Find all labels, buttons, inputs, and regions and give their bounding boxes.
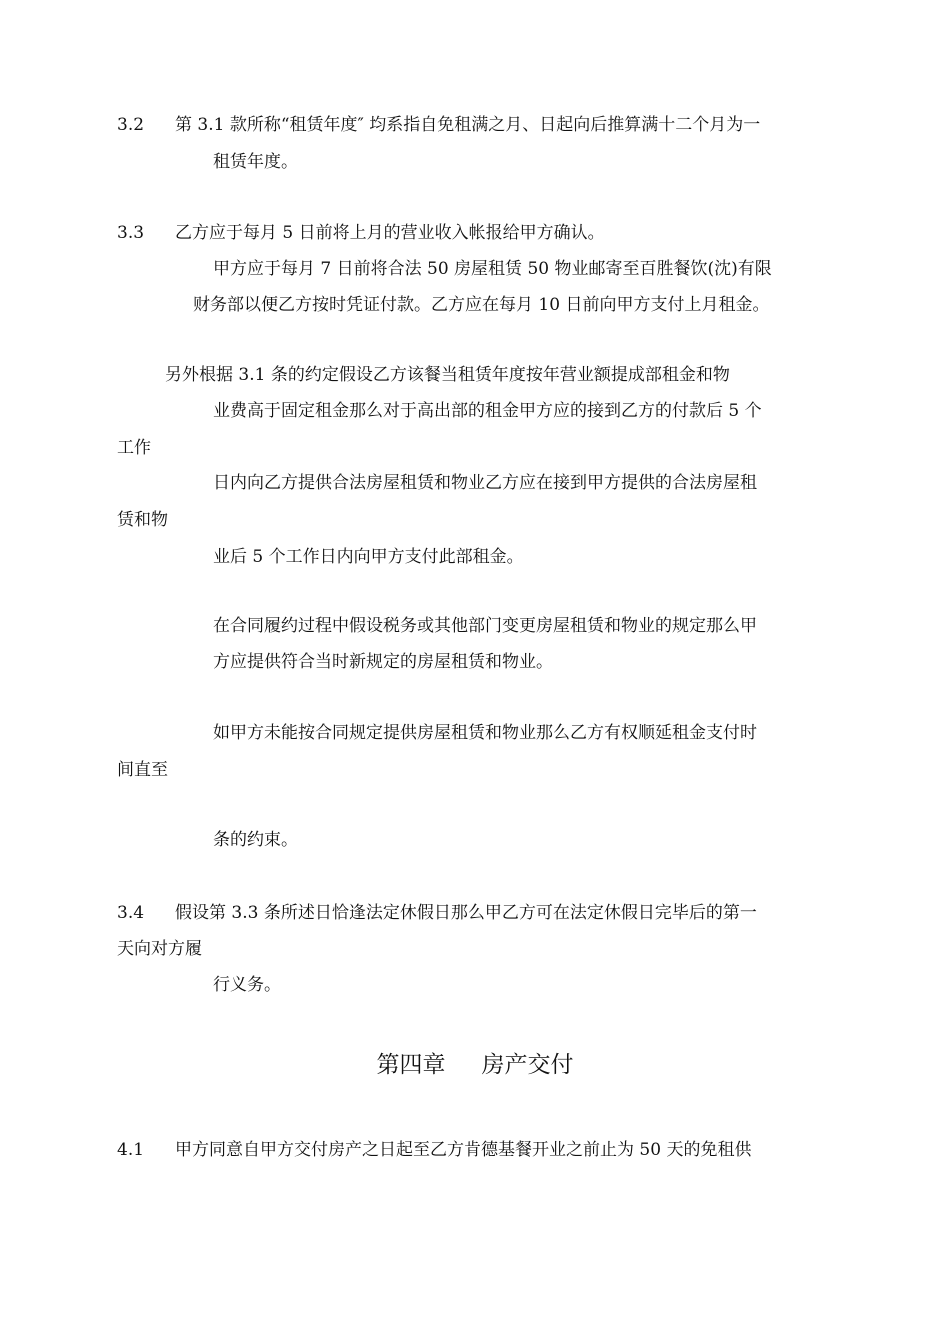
clause-number: 3.2 [117, 115, 145, 135]
clause-text-line: 财务部以便乙方按时凭证付款。乙方应在每月 10 日前向甲方支付上月租金。 [193, 295, 770, 315]
clause-text-line: 行义务。 [213, 975, 281, 995]
clause-text-line: 第 3.1 款所称“租赁年度″ 均系指自免租满之月、日起向后推算满十二个月为一 [175, 115, 761, 135]
clause-number: 3.3 [117, 223, 145, 243]
clause-text-line: 甲方应于每月 7 日前将合法 50 房屋租赁 50 物业邮寄至百胜餐饮(沈)有限 [213, 259, 772, 279]
chapter-number: 第四章 [376, 1052, 446, 1078]
clause-text-line: 业后 5 个工作日内向甲方支付此部租金。 [213, 547, 524, 567]
clause-number: 4.1 [117, 1140, 145, 1160]
chapter-title: 房产交付 [481, 1052, 574, 1078]
clause-text-line: 日内向乙方提供合法房屋租赁和物业乙方应在接到甲方提供的合法房屋租 [213, 473, 757, 493]
clause-text-line: 另外根据 3.1 条的约定假设乙方该餐当租赁年度按年营业额提成部租金和物 [165, 365, 730, 385]
clause-text-line: 间直至 [117, 760, 168, 780]
clause-text-line: 业费高于固定租金那么对于高出部的租金甲方应的接到乙方的付款后 5 个 [213, 401, 762, 421]
clause-text-line: 赁和物 [117, 510, 168, 530]
clause-text-line: 假设第 3.3 条所述日恰逢法定休假日那么甲乙方可在法定休假日完毕后的第一 [175, 903, 757, 923]
clause-text-line: 条的约束。 [213, 830, 298, 850]
clause-text-line: 甲方同意自甲方交付房产之日起至乙方肯德基餐开业之前止为 50 天的免租供 [175, 1140, 752, 1160]
chapter-heading [0, 1050, 950, 1080]
clause-text-line: 方应提供符合当时新规定的房屋租赁和物业。 [213, 652, 553, 672]
clause-text-line: 如甲方未能按合同规定提供房屋租赁和物业那么乙方有权顺延租金支付时 [213, 723, 757, 743]
clause-number: 3.4 [117, 903, 145, 923]
clause-text-line: 工作 [117, 438, 151, 458]
clause-text-line: 在合同履约过程中假设税务或其他部门变更房屋租赁和物业的规定那么甲 [213, 616, 757, 636]
clause-text-line: 租赁年度。 [213, 152, 298, 172]
clause-text-line: 天向对方履 [117, 939, 202, 959]
clause-text-line: 乙方应于每月 5 日前将上月的营业收入帐报给甲方确认。 [175, 223, 605, 243]
